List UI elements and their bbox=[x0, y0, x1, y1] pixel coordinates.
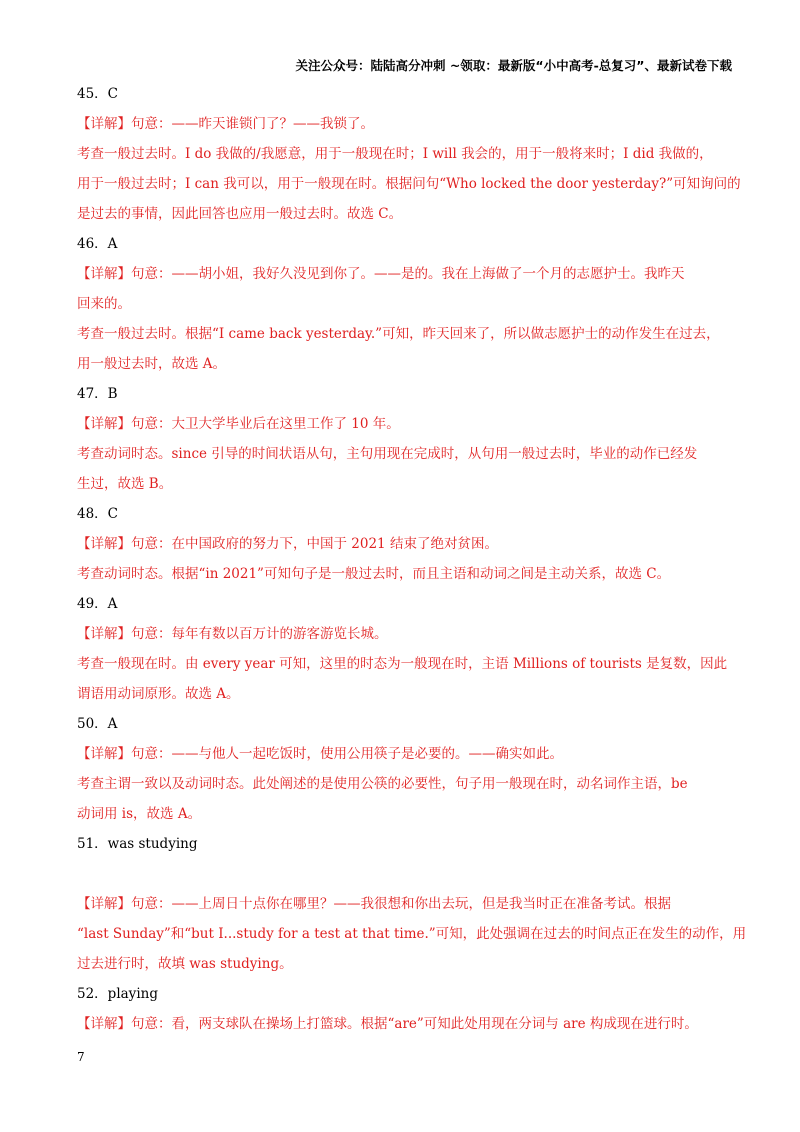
explanation-line: 谓语用动词原形。故选 A。 bbox=[77, 686, 240, 702]
question-answer: 45．C bbox=[77, 86, 119, 102]
blank-gap bbox=[77, 859, 725, 889]
question-answer: 49．A bbox=[77, 596, 118, 612]
explanation-line: 用于一般过去时；I can 我可以，用于一般现在时。根据问句“Who locked the door yesterday?”可知询问的 bbox=[77, 176, 741, 192]
question-answer: 48．C bbox=[77, 506, 119, 522]
explanation-line: 生过，故选 B。 bbox=[77, 476, 173, 492]
explanation-line: 过去进行时，故填 was studying。 bbox=[77, 956, 293, 972]
explanation-line: 回来的。 bbox=[77, 296, 131, 312]
question-answer: 52．playing bbox=[77, 986, 158, 1002]
explanation-line: 动词用 is，故选 A。 bbox=[77, 806, 202, 822]
explanation-line: 考查一般过去时。I do 我做的/我愿意，用于一般现在时；I will 我会的，用于一般将来时；I did 我做的， bbox=[77, 146, 713, 162]
answer-content bbox=[77, 79, 747, 1039]
explanation-line: 用一般过去时，故选 A。 bbox=[77, 356, 227, 372]
explanation-line: 考查动词时态。since 引导的时间状语从句，主句用现在完成时，从句用一般过去时，毕业的动作已经发 bbox=[77, 446, 698, 462]
explanation-line: 考查动词时态。根据“in 2021”可知句子是一般过去时，而且主语和动词之间是主动关系，故选 C。 bbox=[77, 566, 671, 582]
question-answer: 47．B bbox=[77, 386, 118, 402]
explanation-line: 【详解】句意：每年有数以百万计的游客游览长城。 bbox=[77, 626, 388, 642]
explanation-line: 考查一般过去时。根据“I came back yesterday.”可知，昨天回来了，所以做志愿护士的动作发生在过去， bbox=[77, 326, 720, 342]
explanation-line: 考查主谓一致以及动词时态。此处阐述的是使用公筷的必要性，句子用一般现在时，动名词作主语，be bbox=[77, 776, 688, 792]
explanation-line: 【详解】句意：大卫大学毕业后在这里工作了 10 年。 bbox=[77, 416, 400, 432]
explanation-line: 【详解】句意：——昨天谁锁门了？——我锁了。 bbox=[77, 116, 374, 132]
explanation-line: 【详解】句意：——胡小姐，我好久没见到你了。——是的。我在上海做了一个月的志愿护士。我昨天 bbox=[77, 266, 685, 282]
page-number: 7 bbox=[77, 1050, 85, 1064]
explanation-line: 【详解】句意：看，两支球队在操场上打篮球。根据“are”可知此处用现在分词与 are 构成现在进行时。 bbox=[77, 1016, 698, 1032]
question-answer: 50．A bbox=[77, 716, 118, 732]
question-answer: 51．was studying bbox=[77, 836, 198, 852]
question-answer: 46．A bbox=[77, 236, 118, 252]
explanation-line: “last Sunday”和“but I...study for a test at that time.”可知，此处强调在过去的时间点正在发生的动作，用 bbox=[77, 926, 747, 942]
explanation-line: 【详解】句意：在中国政府的努力下，中国于 2021 结束了绝对贫困。 bbox=[77, 536, 498, 552]
page-header: 关注公众号：陆陆高分冲刺 ~领取：最新版“小中高考-总复习”、最新试卷下载 bbox=[295, 58, 732, 73]
explanation-line: 是过去的事情，因此回答也应用一般过去时。故选 C。 bbox=[77, 206, 403, 222]
explanation-line: 【详解】句意：——上周日十点你在哪里？——我很想和你出去玩，但是我当时正在准备考试。根据 bbox=[77, 896, 671, 912]
explanation-line: 考查一般现在时。由 every year 可知，这里的时态为一般现在时，主语 Millions of tourists 是复数，因此 bbox=[77, 656, 728, 672]
explanation-line: 【详解】句意：——与他人一起吃饭时，使用公用筷子是必要的。——确实如此。 bbox=[77, 746, 563, 762]
